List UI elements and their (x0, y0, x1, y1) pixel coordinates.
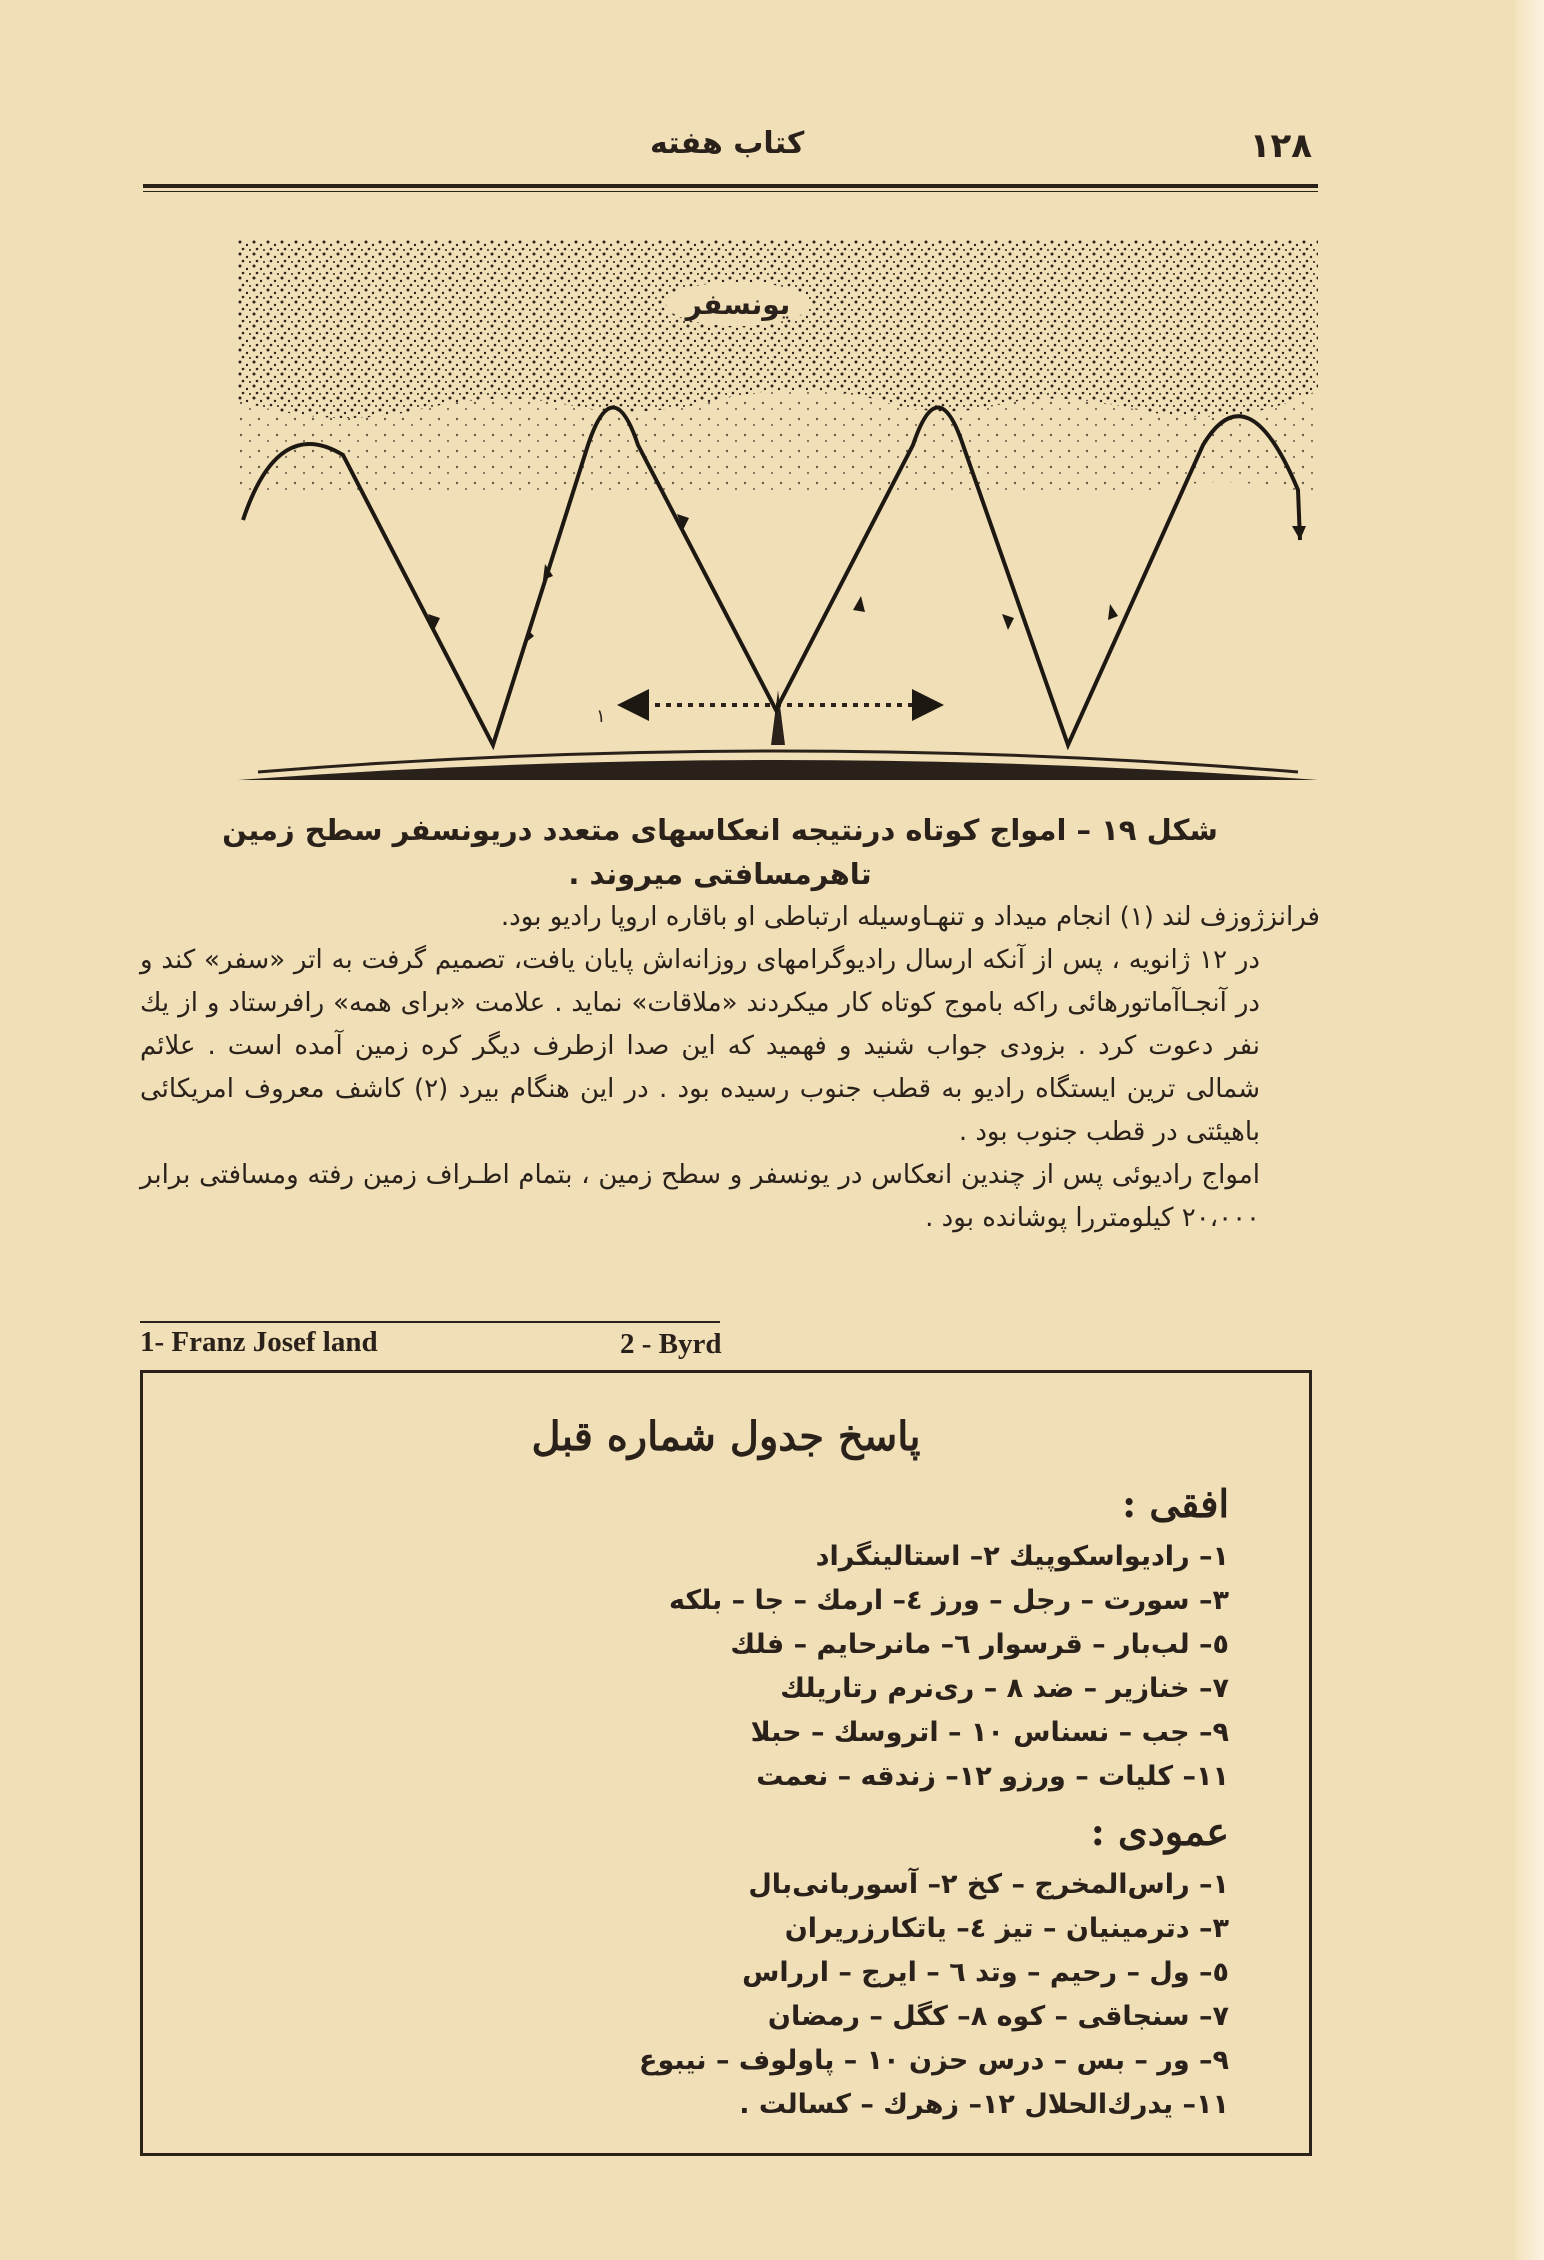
ionosphere-label: یونسفر (685, 288, 791, 321)
footnotes (140, 1322, 900, 1362)
wave-arrow (1002, 614, 1014, 630)
vertical-title: عمودی : (1090, 1809, 1229, 1854)
station-label: ۱ (596, 706, 606, 727)
answer-line: ۱۱– یدرك‌الحلال ۱۲– زهرك – کسالت . (739, 2089, 1229, 2120)
running-title: کتاب هفته (650, 126, 805, 161)
paragraph: در ۱۲ ژانویه ، پس از آنکه ارسال رادیوگرامهای روزانه‌اش پایان یافت، تصمیم گرفت به اتر «سفر» کند و در آنجـاآماتورهائی راکه باموج کوتاه کار میکردند «ملاقات» نماید . علامت «برای همه» رافرستاد و از یك نفر دعوت کرد . بزودی جواب شنید و فهمید که این صدا ازطرف دیگر کره زمین آمده است . علائم شمالی ترین ایستگاه رادیو به قطب جنوب رسیده بود . در این هنگام بیرد (۲) کاشف معروف امریکائی باهیئتی در قطب جنوب بود . (140, 945, 1260, 1147)
horizontal-answers (229, 1535, 1229, 1799)
answer-title: پاسخ جدول شماره قبل (531, 1413, 921, 1460)
caption-line-1: شکل ۱۹ – امواج کوتاه درنتیجه انعکاسهای متعدد دریونسفر سطح زمین (222, 813, 1218, 847)
page-edge (1516, 0, 1544, 2260)
answer-line: ۹– ور – بس – درس حزن ۱۰ – پاولوف – نیبوع (639, 2045, 1229, 2076)
horizontal-title: افقی : (1122, 1481, 1229, 1526)
answer-line: ۱– راس‌المخرج – کخ ۲– آسوربانی‌بال (748, 1869, 1229, 1900)
paragraph: فرانزژوزف لند (۱) انجام میداد و تنهـاوسیله ارتباطی او باقاره اروپا رادیو بود. (500, 902, 1320, 932)
figure-caption (200, 808, 1240, 896)
paragraph: امواج رادیوئی پس از چندین انعکاس در یونسفر و سطح زمین ، بتمام اطـراف زمین رفته ومسافتی برابر ۲۰،۰۰۰ کیلومتررا پوشانده بود . (140, 1160, 1260, 1233)
answer-line: ۳– سورت – رجل – ورز ٤– ارمك – جا – بلکه (669, 1585, 1229, 1616)
footnote-1: 1- Franz Josef land (140, 1326, 378, 1358)
header-rule (143, 184, 1318, 192)
answer-line: ۱– رادیواسکوپیك ۲– استالینگراد (815, 1541, 1229, 1572)
answer-line: ۹– جب – نسناس ۱۰ – اتروسك – حبلا (750, 1717, 1229, 1748)
answer-line: ۳– دترمینیان – تیز ٤– یاتکارزریران (784, 1913, 1229, 1944)
wave-arrow (1108, 604, 1118, 620)
wave-arrow (1292, 526, 1306, 540)
footnote-2: 2 - Byrd (620, 1328, 722, 1360)
answer-line: ۷– خنازیر – ضد ۸ – ری‌نرم رتاریلك (780, 1673, 1229, 1704)
answer-line: ٥– لب‌بار – قرسوار ٦– مانرحایم – فلك (730, 1629, 1229, 1660)
wave-arrow (853, 596, 865, 612)
answer-line: ۷– سنجاقی – کوه ۸– کگل – رمضان (767, 2001, 1229, 2032)
body-text (140, 896, 1320, 1240)
page-header (140, 118, 1320, 174)
caption-line-2: تاهرمسافتی میروند . (568, 857, 872, 891)
ionosphere-wave-figure (238, 240, 1318, 785)
answer-line: ٥– ول – رحیم – وتد ٦ – ایرج – ارراس (742, 1957, 1229, 1988)
page-number: ۱۲۸ (1249, 126, 1312, 166)
answer-line: ۱۱– کلیات – ورزو ۱۲– زندقه – نعمت (756, 1761, 1229, 1792)
vertical-answers (229, 1863, 1229, 2127)
crossword-answer-box (140, 1370, 1312, 2156)
